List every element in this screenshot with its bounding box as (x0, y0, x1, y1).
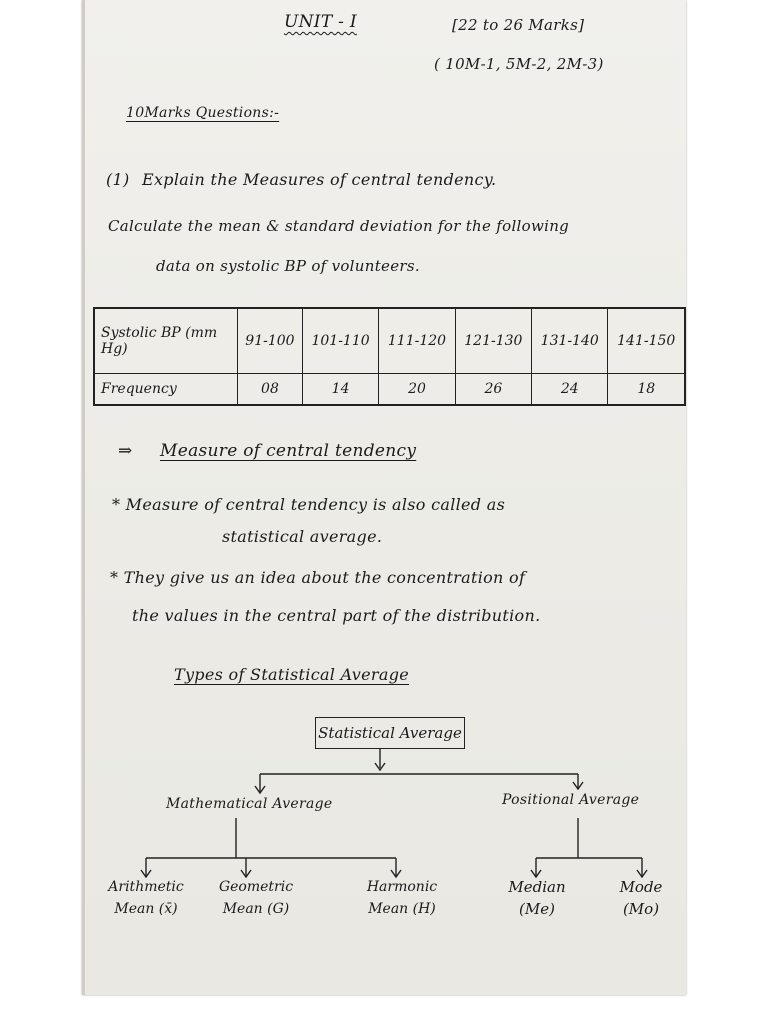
table-row (94, 374, 685, 406)
table-cell: 131-140 (532, 308, 608, 374)
measure-heading: Measure of central tendency (160, 441, 417, 461)
root-node: Statistical Average (315, 717, 465, 749)
mathematical-average-node: Mathematical Average (166, 796, 333, 812)
table-cell: 08 (238, 374, 303, 406)
leaf-line-1: Median (508, 878, 566, 896)
leaf-mode (596, 876, 686, 920)
table-cell: 141-150 (608, 308, 685, 374)
notebook-page (82, 0, 686, 995)
leaf-geometric-mean (206, 876, 306, 920)
table-cell: 24 (532, 374, 608, 406)
leaf-line-1: Harmonic (366, 879, 438, 895)
table-cell: 111-120 (379, 308, 455, 374)
bullet-2-line-1: * They give us an idea about the concentration of (110, 568, 526, 587)
types-heading: Types of Statistical Average (174, 665, 410, 684)
unit-title: UNIT - I (284, 12, 357, 32)
question-number: (1) (106, 170, 130, 189)
positional-average-node: Positional Average (502, 792, 640, 808)
page-edge (82, 0, 85, 995)
leaf-median (492, 876, 582, 920)
table-cell: 121-130 (455, 308, 531, 374)
table-row (94, 308, 685, 374)
leaf-line-2: (Me) (519, 900, 555, 918)
leaf-harmonic-mean (352, 876, 452, 920)
bp-frequency-table (93, 307, 686, 406)
leaf-line-2: Mean (H) (368, 901, 436, 917)
bullet-1-line-1: * Measure of central tendency is also called as (112, 495, 506, 514)
section-title: 10Marks Questions:- (126, 105, 280, 121)
bullet-1-line-2: statistical average. (222, 527, 383, 546)
table-row-label: Systolic BP (mm Hg) (94, 308, 238, 374)
table-cell: 18 (608, 374, 685, 406)
leaf-line-2: Mean (x̄) (114, 901, 178, 917)
bullet-2-line-2: the values in the central part of the distribution. (132, 606, 541, 625)
leaf-line-1: Geometric (218, 879, 294, 895)
table-cell: 101-110 (302, 308, 378, 374)
marks-range: [22 to 26 Marks] (452, 16, 585, 34)
table-cell: 14 (302, 374, 378, 406)
table-cell: 91-100 (238, 308, 303, 374)
question-line-3: data on systolic BP of volunteers. (156, 257, 420, 275)
heading-arrow: ⇒ (118, 441, 133, 461)
leaf-arithmetic-mean (96, 876, 196, 920)
leaf-line-2: (Mo) (622, 900, 660, 918)
leaf-line-1: Mode (619, 878, 663, 896)
question-line-2: Calculate the mean & standard deviation for the following (108, 217, 570, 235)
table-row-label: Frequency (94, 374, 238, 406)
marks-split: ( 10M-1, 5M-2, 2M-3) (434, 55, 604, 73)
table-cell: 26 (455, 374, 531, 406)
table-cell: 20 (379, 374, 455, 406)
leaf-line-1: Arithmetic (108, 879, 184, 895)
question-line-1: Explain the Measures of central tendency. (142, 170, 497, 189)
leaf-line-2: Mean (G) (222, 901, 290, 917)
